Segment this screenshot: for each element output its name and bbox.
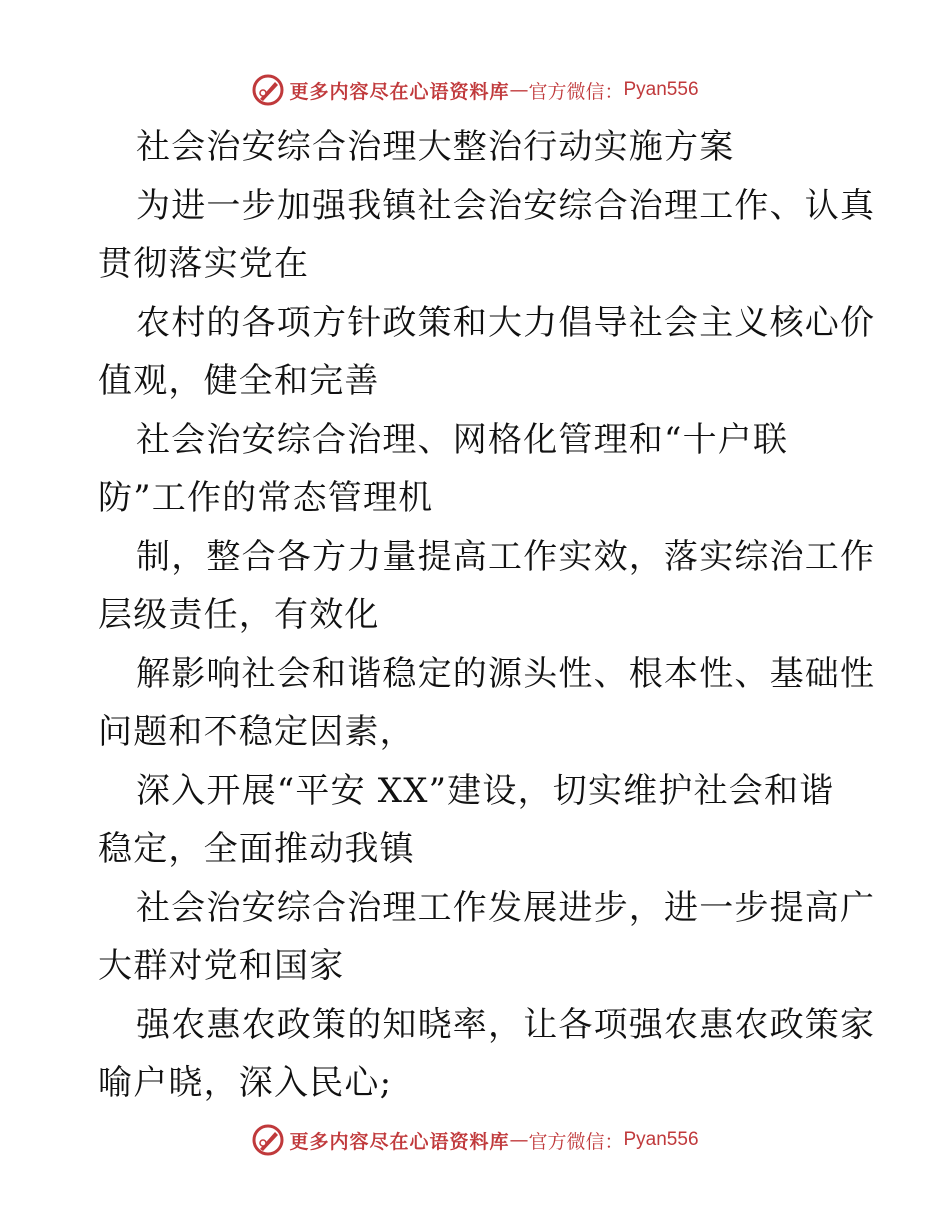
watermark-sub-text: 官方微信：	[528, 80, 624, 103]
watermark-main-text: 更多内容尽在心语资料库	[289, 80, 510, 103]
document-line: 问题和不稳定因素，	[98, 712, 415, 752]
quill-logo-icon	[251, 1123, 285, 1157]
watermark-id: Pyan556	[623, 1129, 699, 1150]
document-body	[98, 118, 876, 1113]
document-title: 社会治安综合治理大整治行动实施方案	[136, 127, 735, 167]
document-line: 社会治安综合治理工作发展进步，进一步提高广	[136, 887, 876, 928]
document-line: 制，整合各方力量提高工作实效，落实综治工作	[136, 536, 876, 577]
document-line: 社会治安综合治理、网格化管理和“十户联	[136, 419, 789, 460]
document-line: 值观，健全和完善	[98, 361, 380, 401]
document-line: 农村的各项方针政策和大力倡导社会主义核心价	[136, 302, 876, 343]
document-line: 强农惠农政策的知晓率，让各项强农惠农政策家	[136, 1004, 876, 1045]
watermark-id: Pyan556	[623, 79, 699, 100]
watermark-sub-text: 官方微信：	[528, 1130, 624, 1153]
watermark-separator: —	[509, 79, 529, 101]
document-line: 稳定，全面推动我镇	[98, 829, 415, 869]
document-line: 深入开展“平安 XX”建设，切实维护社会和谐	[136, 770, 835, 811]
document-line: 防”工作的常态管理机	[98, 478, 434, 518]
document-line: 层级责任，有效化	[98, 595, 380, 635]
document-line: 解影响社会和谐稳定的源头性、根本性、基础性	[136, 653, 876, 694]
watermark-separator: —	[509, 1129, 529, 1151]
quill-logo-icon	[251, 73, 285, 107]
footer-watermark	[0, 1120, 950, 1160]
header-watermark	[0, 70, 950, 110]
watermark-main-text: 更多内容尽在心语资料库	[289, 1130, 510, 1153]
document-line: 贯彻落实党在	[98, 244, 310, 284]
document-line: 大群对党和国家	[98, 946, 345, 986]
document-line: 喻户晓，深入民心;	[98, 1063, 393, 1103]
document-line: 为进一步加强我镇社会治安综合治理工作、认真	[136, 185, 876, 226]
